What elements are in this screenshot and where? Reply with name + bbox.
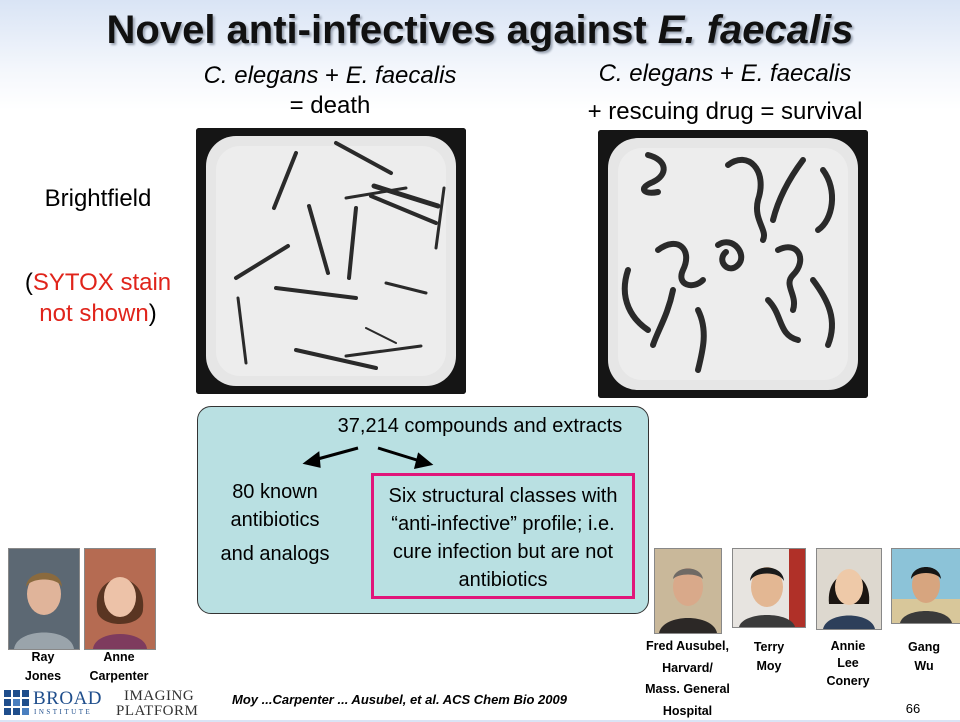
person-silhouette-icon [892,549,960,623]
split-arrows [300,440,440,470]
left-caption-species-b: E. faecalis [346,62,457,89]
micrograph-death [196,128,466,394]
logo-institute: INSTITUTE [34,708,92,716]
micrograph-survival-image [598,130,868,398]
name-line4: Hospital [615,701,760,722]
classes-line4: antibiotics [371,566,635,594]
name-line2: Harvard/ [615,658,760,680]
broad-grid-icon [4,690,30,716]
name-line2: Moy [740,657,798,676]
known-line3: and analogs [205,540,345,568]
micrograph-survival [598,130,868,398]
name-line1: Terry [740,638,798,657]
person-silhouette-icon [817,549,881,629]
name-line3: Mass. General [615,679,760,701]
name-first: Ray [8,648,78,667]
photo-anne-carpenter [84,548,156,650]
brightfield-label: Brightfield [20,185,176,213]
sytox-paren-close: ) [149,300,157,327]
name-annie-lee-conery [812,636,884,691]
classes-line2: “anti-infective” profile; i.e. [371,510,635,538]
name-line1: Gang [895,638,953,657]
right-caption-outcome: + rescuing drug = survival [555,98,895,126]
compounds-text: 37,214 compounds and extracts [300,412,660,440]
left-caption-plus: + [318,62,345,89]
name-line1: Fred Ausubel, [615,636,760,658]
classes-line3: cure infection but are not [371,538,635,566]
sytox-line1: SYTOX stain [33,269,171,296]
person-silhouette-icon [9,549,79,649]
name-line3: Conery [812,671,884,691]
logo-platform: PLATFORM [116,703,198,720]
title-main: Novel anti-infectives against [107,8,658,52]
name-last: Carpenter [80,667,158,686]
sytox-note [5,267,191,329]
left-caption-species-a: C. elegans [204,62,319,89]
micrograph-death-image [196,128,466,394]
name-first: Anne [80,648,158,667]
sytox-line2: not shown [39,300,148,327]
left-caption [170,62,490,120]
name-anne-carpenter [80,648,158,686]
name-last: Jones [8,667,78,686]
anti-infective-classes-text [371,482,635,594]
sytox-paren-open: ( [25,269,33,296]
page-number: 66 [898,701,928,716]
photo-annie-lee-conery [816,548,882,630]
known-line1: 80 known [205,478,345,506]
logo-broad: BROAD [33,688,102,710]
logo-imaging: IMAGING [124,688,194,705]
name-gang-wu [895,638,953,676]
photo-fred-ausubel [654,548,722,634]
known-antibiotics-text [205,478,345,568]
right-caption-species-a: C. elegans [599,60,714,87]
right-caption-plus: + [713,60,740,87]
name-line2: Lee [812,656,884,671]
person-silhouette-icon [733,549,805,627]
photo-terry-moy [732,548,806,628]
name-line1: Annie [812,636,884,656]
right-caption [555,60,895,126]
photo-gang-wu [891,548,960,624]
citation: Moy ...Carpenter ... Ausubel, et al. ACS Chem Bio 2009 [232,692,622,707]
classes-line1: Six structural classes with [371,482,635,510]
name-ray-jones [8,648,78,686]
known-line2: antibiotics [205,506,345,534]
slide-title [0,8,960,53]
name-line2: Wu [895,657,953,676]
broad-imaging-logo [2,688,202,718]
title-species: E. faecalis [658,8,854,52]
name-terry-moy [740,638,798,676]
person-silhouette-icon [85,549,155,649]
name-fred-ausubel [615,636,760,722]
right-caption-species-b: E. faecalis [741,60,852,87]
person-silhouette-icon [655,549,721,633]
left-caption-outcome: = death [170,92,490,120]
photo-ray-jones [8,548,80,650]
